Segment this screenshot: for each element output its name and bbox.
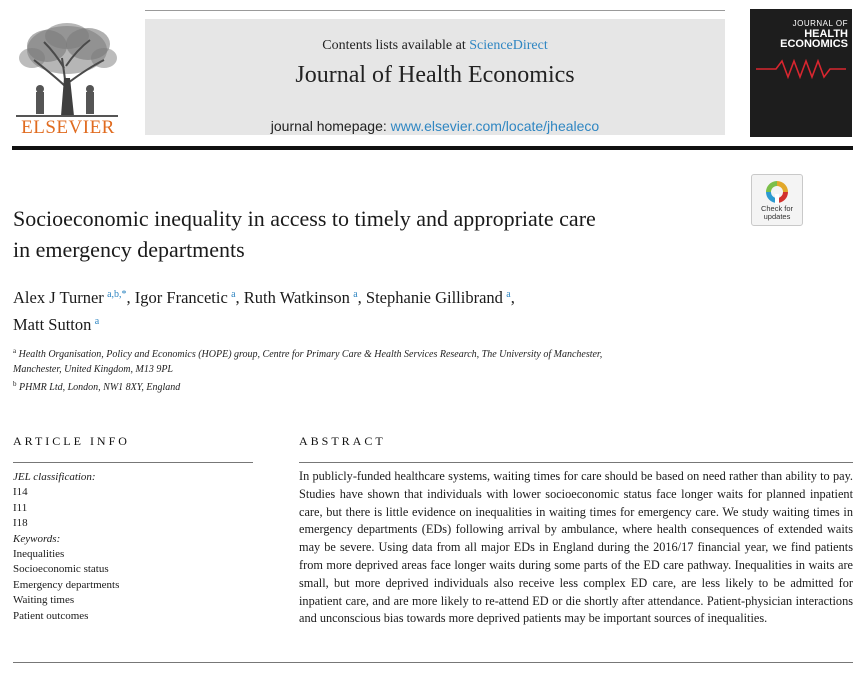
abstract-rule	[299, 462, 853, 463]
cover-line1: JOURNAL OF	[792, 19, 848, 28]
keyword: Emergency departments	[13, 578, 120, 591]
contents-prefix: Contents lists available at	[322, 38, 466, 53]
header-thick-rule	[12, 146, 853, 150]
crossmark-label	[752, 205, 802, 221]
jel-code: I18	[13, 517, 28, 530]
article-title	[13, 203, 733, 265]
crossmark-icon	[764, 179, 790, 205]
author-list: Alex J Turner $^{a,b,*}$, Igor Francetic $^a$, Ruth Watkinson $^a$, Stephanie Gillibrand $^a$, Matt Sutton $^a$	[13, 288, 515, 334]
article-info-heading: ARTICLE INFO	[13, 434, 130, 448]
author-affil-mark[interactable]: a	[506, 289, 511, 300]
affiliation-a-cont: Manchester, United Kingdom, M13 9PL	[13, 364, 173, 375]
author-name[interactable]: Alex J Turner	[13, 288, 104, 307]
title-line2: in emergency departments	[13, 237, 245, 262]
sciencedirect-link[interactable]: ScienceDirect	[469, 38, 548, 53]
cover-line3: ECONOMICS	[780, 38, 848, 50]
cover-line2: HEALTH	[804, 28, 848, 40]
keyword: Patient outcomes	[13, 609, 89, 622]
homepage-prefix: journal homepage:	[270, 118, 387, 134]
homepage-line	[145, 118, 725, 134]
keywords-label: Keywords:	[13, 532, 61, 545]
affiliation-b: $^b$ PHMR Ltd, London, NW1 8XY, England	[13, 380, 181, 393]
journal-cover[interactable]	[750, 9, 852, 137]
crossmark-button[interactable]	[751, 174, 803, 226]
author-name[interactable]: Igor Francetic	[134, 288, 228, 307]
affiliation-a: $^a$ Health Organisation, Policy and Economics (HOPE) group, Centre for Primary Care & Health Services Research, The University of Manchester,	[13, 347, 603, 360]
article-info-panel	[13, 470, 253, 624]
crossmark-line2: updates	[763, 212, 791, 221]
title-line1: Socioeconomic inequality in access to timely and appropriate care	[13, 206, 596, 231]
keyword: Waiting times	[13, 594, 75, 607]
jel-code: I11	[13, 501, 28, 514]
bottom-rule	[13, 662, 853, 663]
contents-line	[145, 38, 725, 54]
affiliations	[13, 344, 733, 395]
journal-title: Journal of Health Economics	[295, 62, 575, 88]
crossmark-line1: Check for	[760, 204, 794, 213]
article-info-rule	[13, 462, 253, 463]
author-name[interactable]: Stephanie Gillibrand	[365, 288, 503, 307]
abstract-heading: ABSTRACT	[299, 434, 386, 448]
author-affil-mark[interactable]: a	[94, 316, 100, 327]
keyword: Inequalities	[13, 548, 65, 561]
cover-title	[758, 19, 848, 49]
author-affil-mark[interactable]: a	[353, 289, 358, 300]
journal-banner	[145, 19, 725, 135]
author-name[interactable]: Matt Sutton	[13, 315, 92, 334]
homepage-link[interactable]: www.elsevier.com/locate/jhealeco	[390, 118, 600, 134]
jel-label: JEL classification:	[13, 471, 96, 483]
header-top-rule	[145, 10, 725, 11]
author-name[interactable]: Ruth Watkinson	[243, 288, 350, 307]
keyword: Socioeconomic status	[13, 563, 109, 576]
author-affil-mark[interactable]: a	[231, 289, 236, 300]
abstract-body: In publicly-funded healthcare systems, waiting times for care should be based on need rather than ability to pay. Studies have shown that individuals with lower socioeconomic status face longer waits for planned inpatient care, but there is little evidence on inequalities in waiting times for emergency care. We study waiting times in emergency departments (EDs) following arrival by ambulance, where health consequences of extended waits may be severe. Using data from all major EDs in England during the 2016/17 financial year, we find patients from more deprived areas face longer waits during some parts of the ED care pathway. Inequalities in waits are small, but more deprived individuals also receive less complex ED care, are less likely to be admitted for inpatient care, and are more likely to re-attend ED or die shortly after attendance. Patient-physician interactions and unconscious bias towards more deprived patients may be important sources of inequalities.	[299, 469, 853, 626]
jel-code: I14	[13, 486, 28, 499]
publisher-name[interactable]: ELSEVIER	[21, 117, 115, 138]
author-affil-mark[interactable]: a,b,*	[107, 289, 127, 300]
cover-pulse-icon	[756, 57, 846, 81]
